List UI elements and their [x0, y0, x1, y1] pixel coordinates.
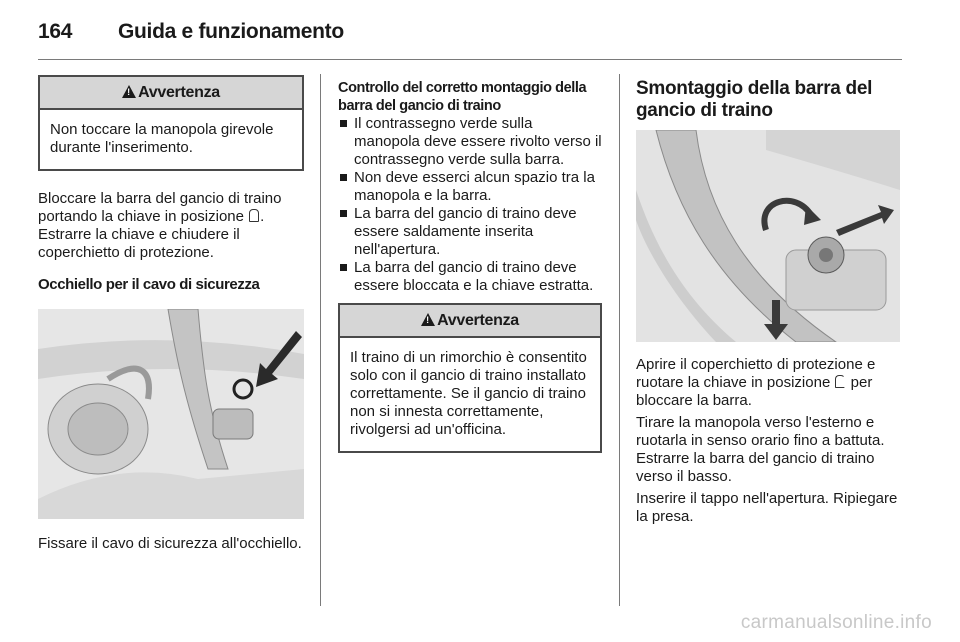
column-divider: [619, 74, 620, 606]
page-header: [38, 20, 344, 44]
warning-title: Avvertenza: [437, 312, 519, 329]
paragraph: [38, 190, 304, 262]
list-item: Non deve esserci alcun spazio tra la manopola e la barra.: [338, 169, 602, 205]
paragraph-text: per bloccare la barra.: [636, 374, 873, 409]
header-rule: [38, 59, 902, 60]
paragraph: [636, 356, 900, 410]
watermark: carmanualsonline.info: [740, 612, 932, 633]
caption: Fissare il cavo di sicurezza all'occhiello.: [38, 535, 302, 552]
section-title: Guida e funzionamento: [118, 20, 344, 43]
paragraph-text: Aprire il coperchietto di protezione e ruotare la chiave in posizione: [636, 356, 876, 391]
paragraph: Tirare la manopola verso l'esterno e ruotarla in senso orario fino a battuta. Estrarre la barra del gancio di traino verso il basso.: [636, 414, 885, 485]
paragraph: Inserire il tappo nell'apertura. Ripiegare la presa.: [636, 490, 898, 525]
list-item: Il contrassegno verde sulla manopola deve essere rivolto verso il contrassegno verde sulla barra.: [338, 115, 602, 169]
warning-title: Avvertenza: [138, 84, 220, 101]
right-column: [636, 75, 900, 526]
paragraph-text: . Estrarre la chiave e chiudere il coperchietto di protezione.: [38, 208, 265, 261]
warning-box: [38, 75, 304, 171]
illustration-safety-eye: [38, 309, 304, 519]
illustration-removal: [636, 130, 900, 342]
checklist: [338, 115, 602, 295]
warning-box: [338, 303, 602, 453]
section-heading: Smontaggio della barra del gancio di traino: [636, 78, 873, 121]
warning-triangle-icon: [122, 85, 136, 98]
list-item: La barra del gancio di traino deve essere bloccata e la chiave estratta.: [338, 259, 602, 295]
subheading: Controllo del corretto montaggio della barra del gancio di traino: [338, 80, 587, 114]
paragraph-text: Bloccare la barra del gancio di traino portando la chiave in posizione: [38, 190, 282, 225]
warning-text: Il traino di un rimorchio è consentito solo con il gancio di traino installato correttamente. Se il gancio di traino non si innesta correttamente, rivolgersi ad un'officina.: [350, 349, 587, 438]
subheading: Occhiello per il cavo di sicurezza: [38, 276, 260, 293]
left-column: [38, 75, 304, 553]
column-divider: [320, 74, 321, 606]
warning-header: [340, 305, 600, 338]
warning-triangle-icon: [421, 313, 435, 326]
warning-text: Non toccare la manopola girevole durante l'inserimento.: [50, 121, 274, 156]
key-unlock-icon: [835, 375, 845, 388]
list-item: La barra del gancio di traino deve essere saldamente inserita nell'apertura.: [338, 205, 602, 259]
key-lock-icon: [249, 209, 259, 222]
middle-column: [338, 75, 602, 453]
warning-header: [40, 77, 302, 110]
page-number: 164: [38, 20, 73, 43]
